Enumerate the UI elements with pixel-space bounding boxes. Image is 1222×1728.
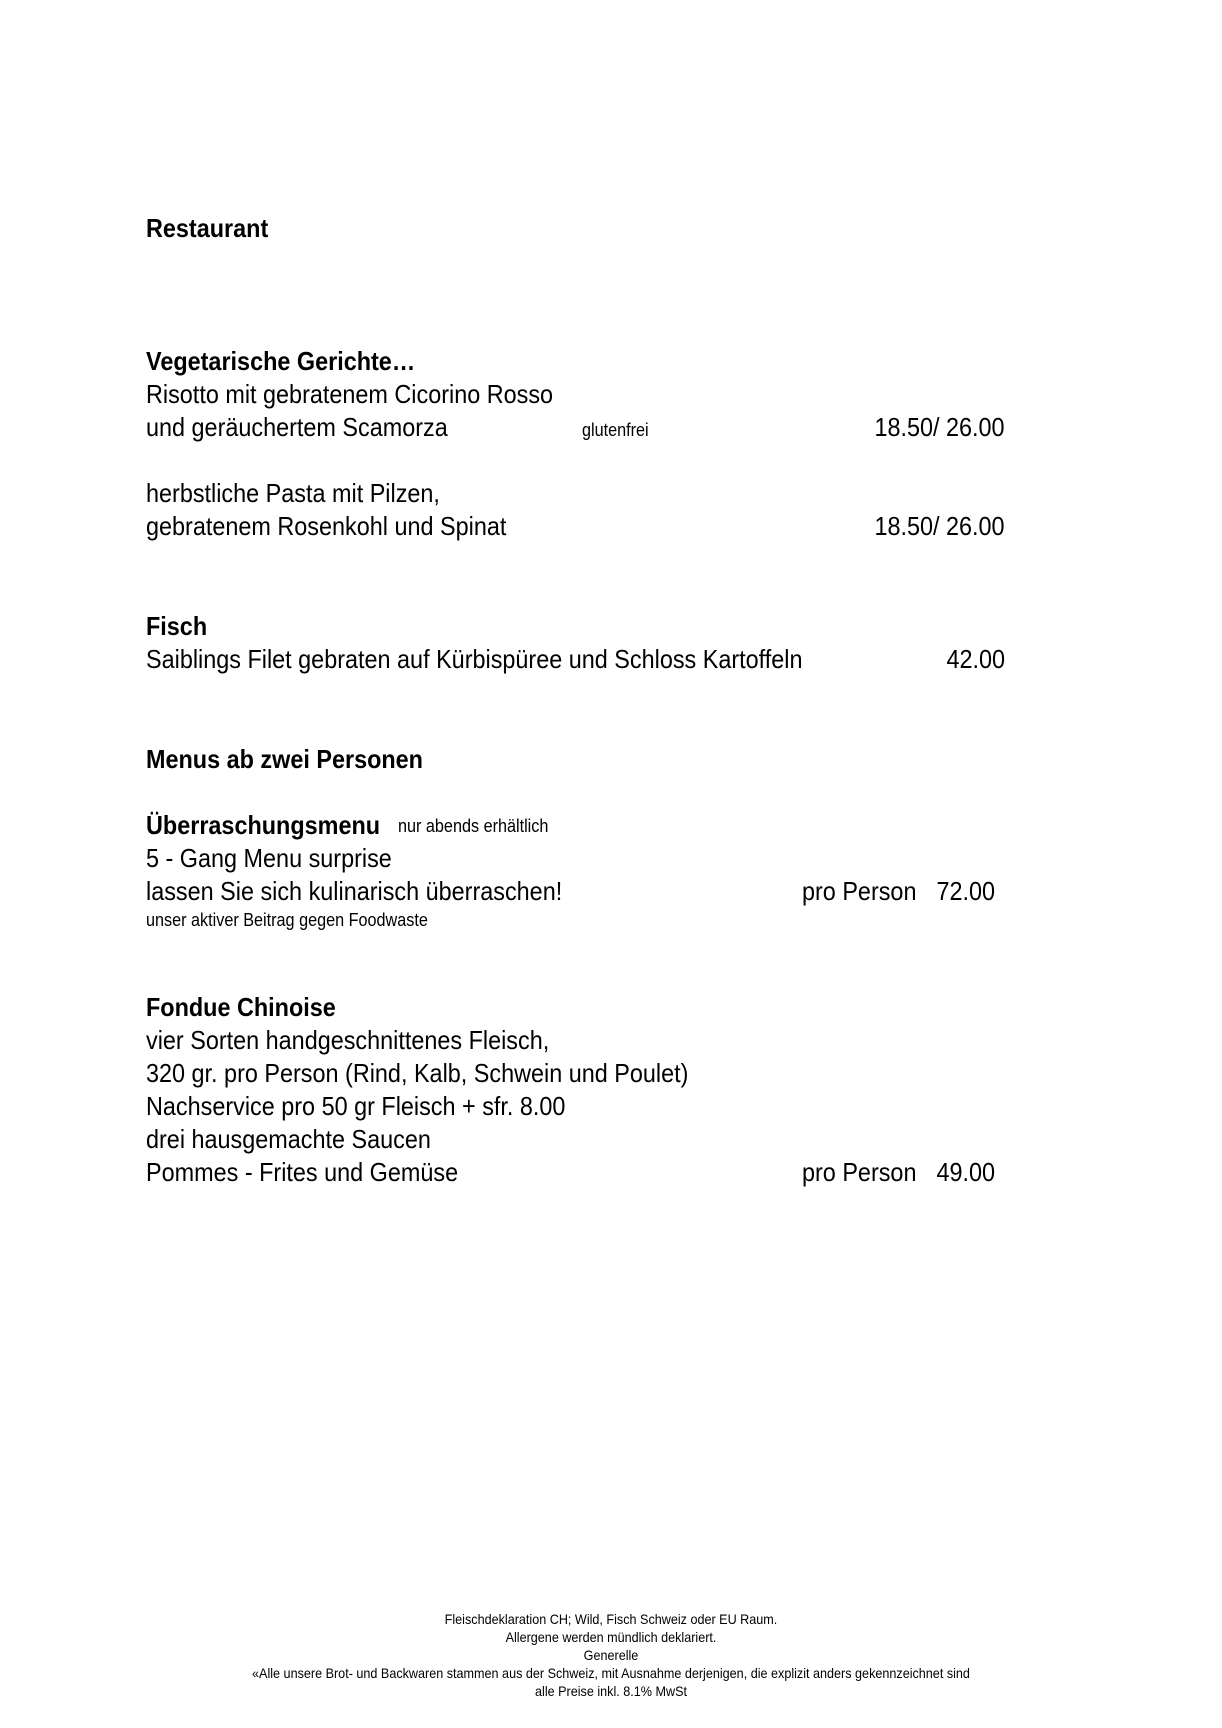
footer-line: Generelle: [583, 1647, 639, 1663]
menu-line: drei hausgemachte Saucen: [146, 1124, 431, 1154]
menu-price: 49.00: [936, 1157, 995, 1187]
footer-line: Fleischdeklaration CH; Wild, Fisch Schweiz oder EU Raum.: [444, 1611, 778, 1627]
section-heading-vegetarian: Vegetarische Gerichte…: [146, 346, 416, 376]
footer-line: Allergene werden mündlich deklariert.: [505, 1629, 717, 1645]
dish-price: 42.00: [946, 644, 1005, 674]
menu-subnote: unser aktiver Beitrag gegen Foodwaste: [146, 910, 428, 930]
page-title: Restaurant: [146, 213, 269, 243]
price-label: pro Person: [802, 876, 917, 906]
dish-price: 18.50/ 26.00: [874, 412, 1005, 442]
menu-line: 320 gr. pro Person (Rind, Kalb, Schwein und Poulet): [146, 1058, 689, 1088]
section-heading-fish: Fisch: [146, 611, 208, 641]
menu-line: 5 - Gang Menu surprise: [146, 843, 392, 873]
dish-line: herbstliche Pasta mit Pilzen,: [146, 478, 440, 508]
section-heading-menus: Menus ab zwei Personen: [146, 744, 423, 774]
dish-line: Saiblings Filet gebraten auf Kürbispüree und Schloss Kartoffeln: [146, 644, 803, 674]
menu-price: 72.00: [936, 876, 995, 906]
menu-note-evening: nur abends erhältlich: [398, 816, 549, 836]
footer-line: alle Preise inkl. 8.1% MwSt: [535, 1683, 687, 1699]
menu-line: vier Sorten handgeschnittenes Fleisch,: [146, 1025, 550, 1055]
dish-line: und geräuchertem Scamorza: [146, 412, 448, 442]
dish-line: Risotto mit gebratenem Cicorino Rosso: [146, 379, 554, 409]
menu-line: Pommes - Frites und Gemüse: [146, 1157, 459, 1187]
dish-note-glutenfree: glutenfrei: [582, 420, 649, 440]
footer-notes: [0, 1610, 1222, 1700]
price-label: pro Person: [802, 1157, 917, 1187]
dish-price: 18.50/ 26.00: [874, 511, 1005, 541]
menu-title-fondue: Fondue Chinoise: [146, 992, 336, 1022]
dish-line: gebratenem Rosenkohl und Spinat: [146, 511, 507, 541]
menu-title-surprise: Überraschungsmenu: [146, 810, 381, 840]
footer-line: «Alle unsere Brot- und Backwaren stammen aus der Schweiz, mit Ausnahme derjenigen, die explizit anders gekennzeichnet sind: [252, 1665, 970, 1681]
menu-line: Nachservice pro 50 gr Fleisch + sfr. 8.00: [146, 1091, 566, 1121]
menu-line: lassen Sie sich kulinarisch überraschen!: [146, 876, 563, 906]
